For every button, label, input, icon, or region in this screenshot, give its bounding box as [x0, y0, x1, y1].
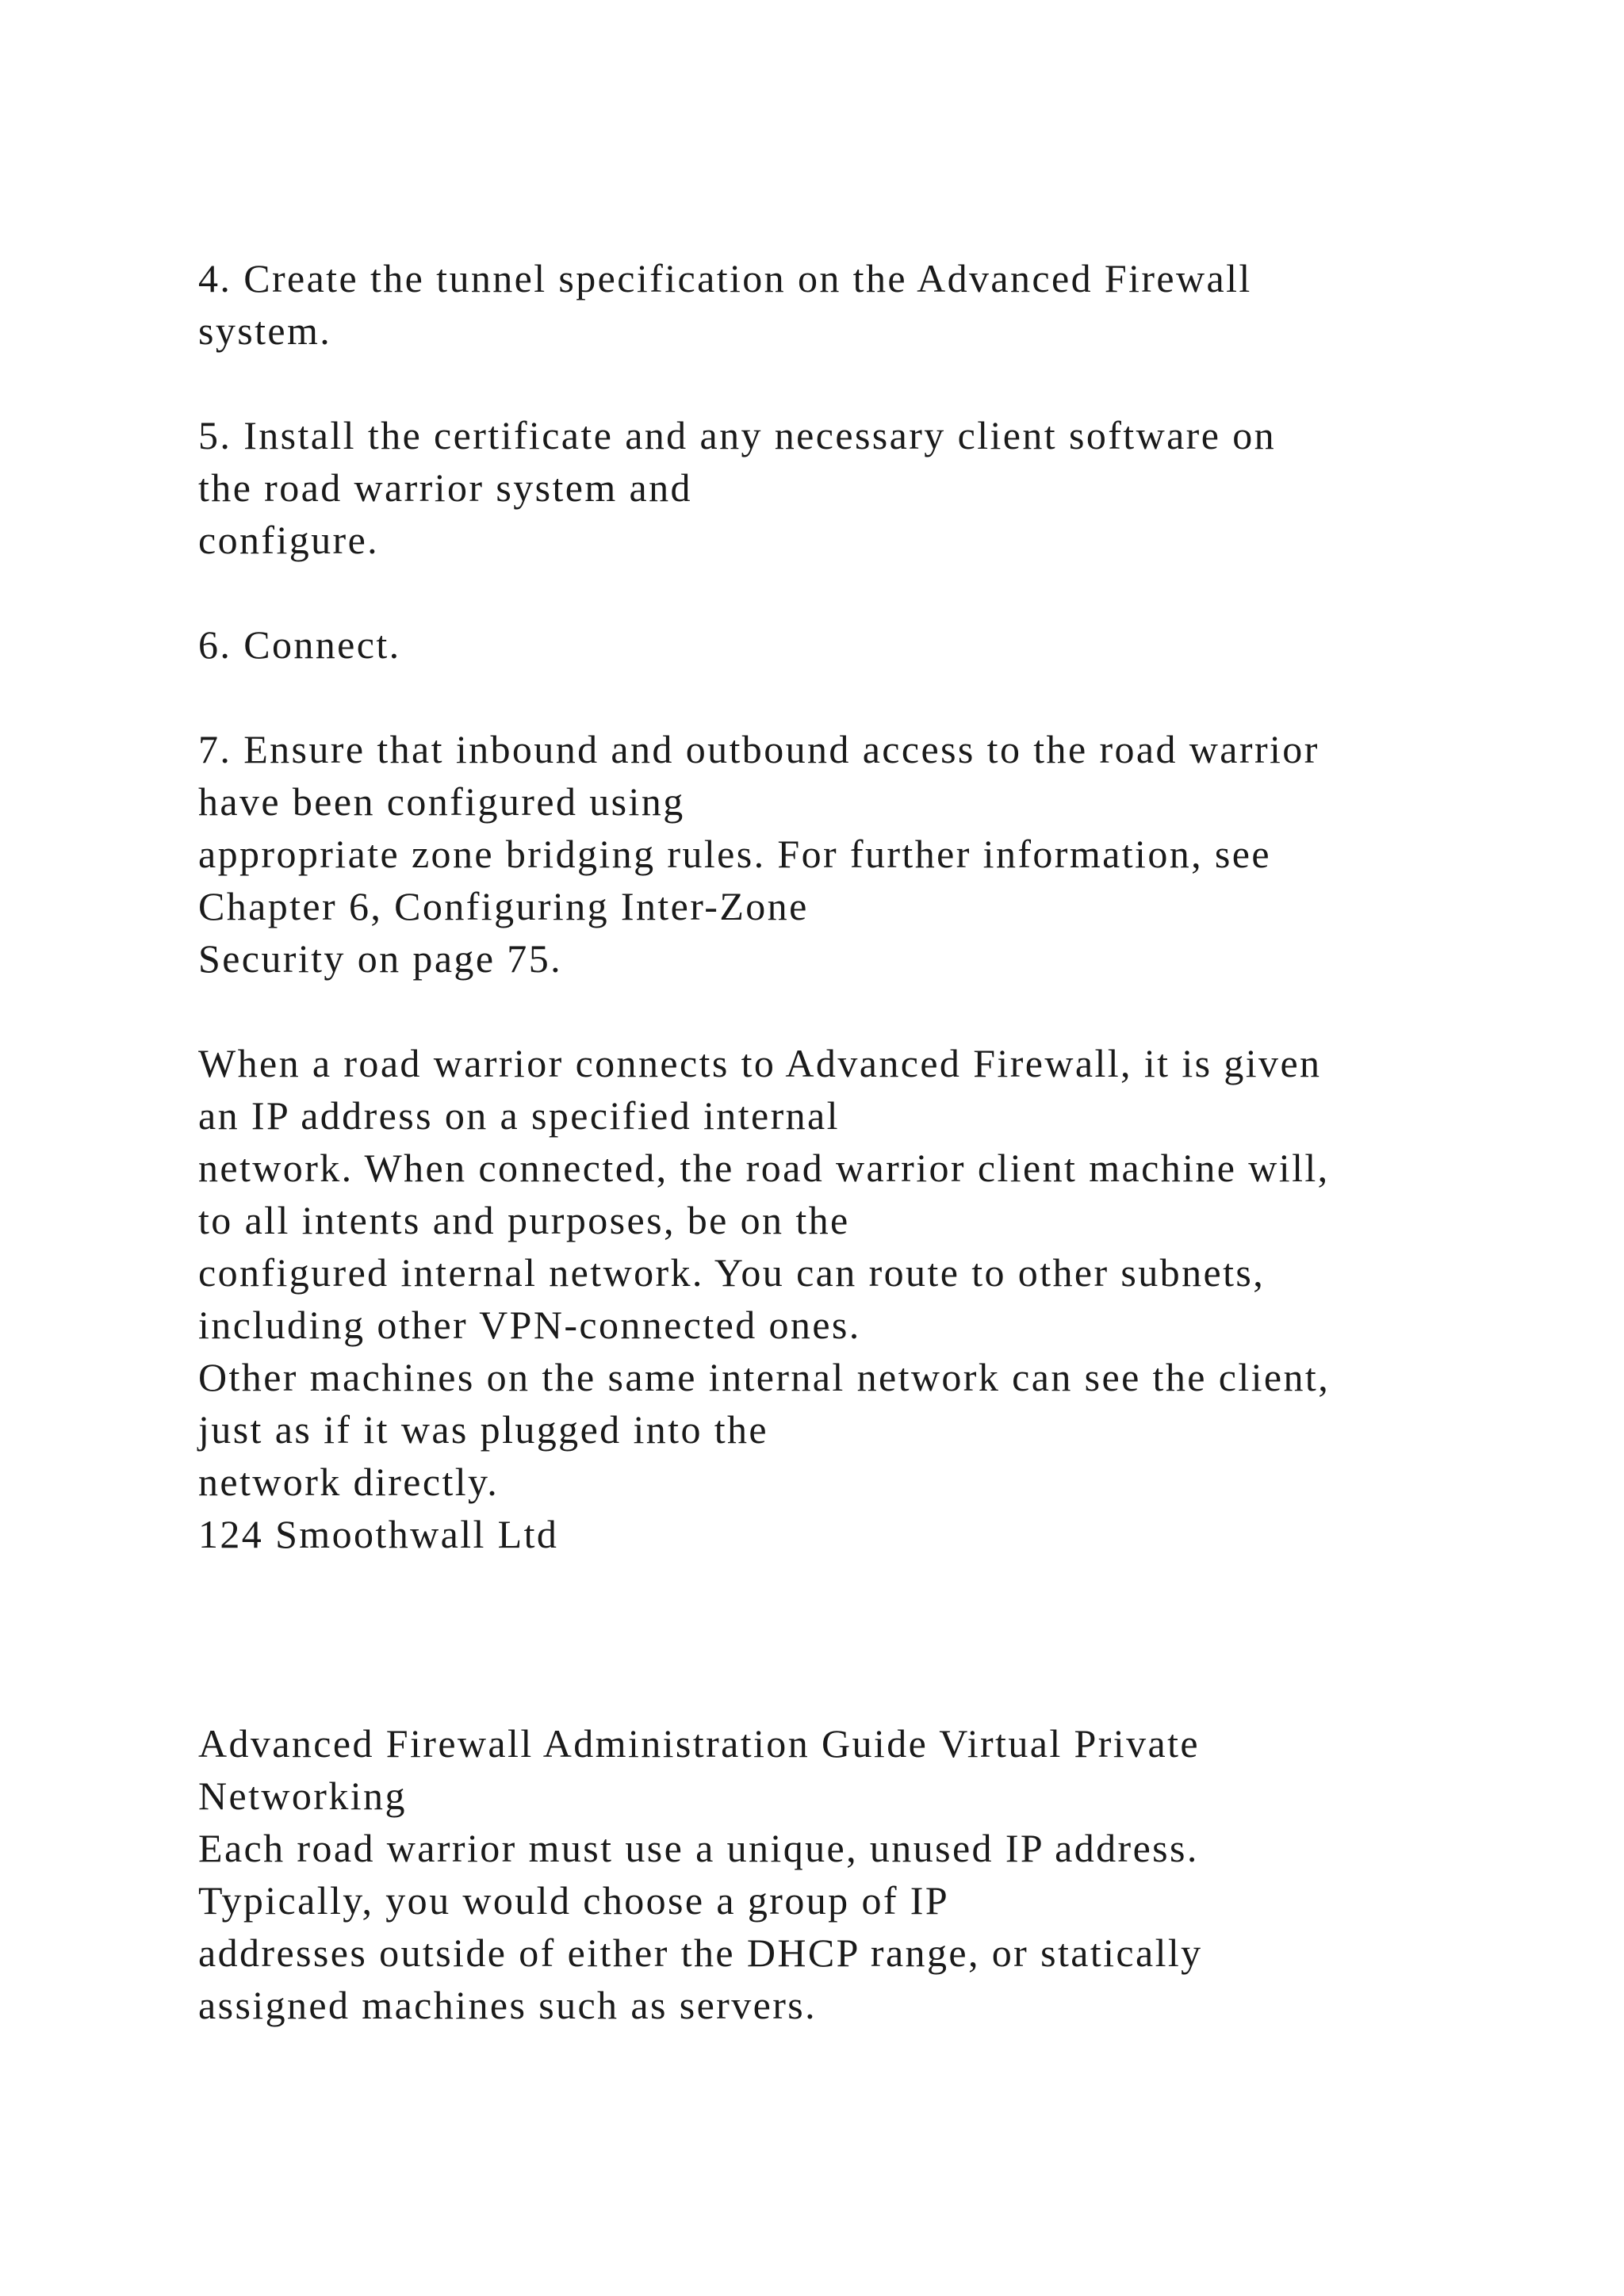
paragraph-line: an IP address on a specified internal	[198, 1093, 840, 1138]
step-4-line-1: 4. Create the tunnel specification on the Advanced Firewall	[198, 256, 1252, 300]
step-7-line-3: appropriate zone bridging rules. For further information, see	[198, 832, 1271, 876]
step-7-line-4: Chapter 6, Configuring Inter-Zone	[198, 884, 809, 928]
step-6-line-1: 6. Connect.	[198, 622, 401, 667]
paragraph-line: configured internal network. You can route to other subnets,	[198, 1250, 1266, 1295]
paragraph-line: When a road warrior connects to Advanced Firewall, it is given	[198, 1041, 1322, 1085]
paragraph-line: network. When connected, the road warrior client machine will,	[198, 1146, 1330, 1190]
paragraph-line: including other VPN-connected ones.	[198, 1303, 861, 1347]
paragraph-line: just as if it was plugged into the	[198, 1407, 769, 1452]
step-7-line-1: 7. Ensure that inbound and outbound access to the road warrior	[198, 727, 1320, 771]
step-4-line-2: system.	[198, 308, 332, 353]
paragraph-line: Typically, you would choose a group of IP	[198, 1878, 950, 1923]
step-7-line-2: have been configured using	[198, 779, 685, 824]
page-header: Advanced Firewall Administration Guide Virtual Private	[198, 1721, 1200, 1766]
step-5-line-1: 5. Install the certificate and any necessary client software on	[198, 413, 1277, 457]
step-5-line-2: the road warrior system and	[198, 465, 692, 510]
paragraph-line: Each road warrior must use a unique, unused IP address.	[198, 1826, 1199, 1870]
paragraph-line: network directly.	[198, 1460, 500, 1504]
page-footer: 124 Smoothwall Ltd	[198, 1512, 559, 1556]
paragraph-line: to all intents and purposes, be on the	[198, 1198, 850, 1242]
paragraph-line: Other machines on the same internal network can see the client,	[198, 1355, 1331, 1399]
step-7-line-5: Security on page 75.	[198, 936, 563, 981]
page-header: Networking	[198, 1774, 407, 1818]
paragraph-line: addresses outside of either the DHCP range, or statically	[198, 1931, 1203, 1975]
paragraph-line: assigned machines such as servers.	[198, 1983, 818, 2027]
step-5-line-3: configure.	[198, 518, 380, 562]
